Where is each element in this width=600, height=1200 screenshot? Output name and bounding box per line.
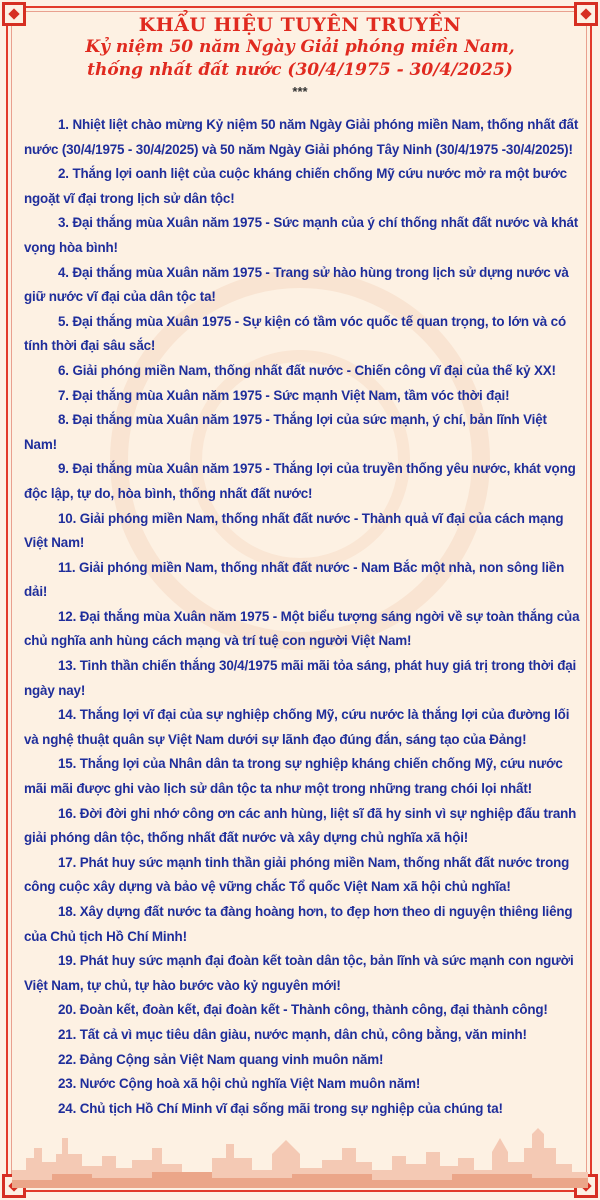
slogan-12: 12. Đại thắng mùa Xuân năm 1975 - Một biểu tượng sáng ngời về sự toàn thắng của chủ nghĩa anh hùng cách mạng và trí tuệ con người Việt Nam! [24, 608, 580, 649]
slogan-6: 6. Giải phóng miền Nam, thống nhất đất nước - Chiến công vĩ đại của thế kỷ XX! [58, 362, 556, 378]
slogan-11: 11. Giải phóng miền Nam, thống nhất đất nước - Nam Bắc một nhà, non sông liền dải! [24, 559, 565, 600]
poster-title: KHẨU HIỆU TUYÊN TRUYỀN [138, 14, 462, 36]
slogan-1: 1. Nhiệt liệt chào mừng Kỷ niệm 50 năm Ngày Giải phóng miền Nam, thống nhất đất nước (30/4/1975 - 30/4/2025) và 50 năm Ngày Giải phóng Tây Ninh (30/4/1975 -30/4/2025)! [24, 117, 579, 157]
slogan-13: 13. Tinh thần chiến thắng 30/4/1975 mãi mãi tỏa sáng, phát huy giá trị trong thời đại ngày nay! [24, 658, 577, 698]
slogan-9: 9. Đại thắng mùa Xuân năm 1975 - Thắng lợi của truyền thống yêu nước, khát vọng độc lập, tự do, hòa bình, thống nhất đất nước! [24, 461, 576, 501]
separator-stars: *** [292, 84, 308, 99]
slogan-16: 16. Đời đời ghi nhớ công ơn các anh hùng, liệt sĩ đã hy sinh vì sự nghiệp đấu tranh giải phóng dân tộc, thống nhất đất nước và xây dựng chủ nghĩa xã hội! [24, 805, 577, 846]
slogan-8: 8. Đại thắng mùa Xuân năm 1975 - Thắng lợi của sức mạnh, ý chí, bản lĩnh Việt Nam! [24, 412, 547, 452]
slogan-18: 18. Xây dựng đất nước ta đàng hoàng hơn, to đẹp hơn theo di nguyện thiêng liêng của Chủ tịch Hồ Chí Minh! [24, 904, 573, 944]
poster-header [0, 14, 600, 100]
slogan-19: 19. Phát huy sức mạnh đại đoàn kết toàn dân tộc, bản lĩnh và sức mạnh con người Việt Nam, tự chủ, tự hào bước vào kỷ nguyên mới! [24, 953, 574, 993]
slogan-23: 23. Nước Cộng hoà xã hội chủ nghĩa Việt Nam muôn năm! [58, 1076, 421, 1092]
poster-subtitle-line1: Kỷ niệm 50 năm Ngày Giải phóng miền Nam, [85, 37, 515, 57]
city-skyline-decoration [12, 1118, 588, 1188]
slogan-15: 15. Thắng lợi của Nhân dân ta trong sự nghiệp kháng chiến chống Mỹ, cứu nước mãi mãi được ghi vào lịch sử dân tộc ta như một trong những trang chói lọi nhất! [24, 756, 563, 797]
slogan-21: 21. Tất cả vì mục tiêu dân giàu, nước mạnh, dân chủ, công bằng, văn minh! [58, 1026, 527, 1042]
slogan-7: 7. Đại thắng mùa Xuân năm 1975 - Sức mạnh Việt Nam, tầm vóc thời đại! [58, 387, 510, 403]
slogan-2: 2. Thắng lợi oanh liệt của cuộc kháng chiến chống Mỹ cứu nước mở ra một bước ngoặt vĩ đại trong lịch sử dân tộc! [24, 166, 567, 206]
slogan-14: 14. Thắng lợi vĩ đại của sự nghiệp chống Mỹ, cứu nước là thắng lợi của đường lối và nghệ thuật quân sự Việt Nam dưới sự lãnh đạo đúng đắn, sáng tạo của Đảng! [24, 707, 570, 747]
slogan-17: 17. Phát huy sức mạnh tinh thần giải phóng miền Nam, thống nhất đất nước trong công cuộc xây dựng và bảo vệ vững chắc Tổ quốc Việt Nam xã hội chủ nghĩa! [24, 854, 570, 895]
slogan-5: 5. Đại thắng mùa Xuân 1975 - Sự kiện có tầm vóc quốc tế quan trọng, to lớn và có tính thời đại sâu sắc! [24, 313, 566, 354]
slogan-22: 22. Đảng Cộng sản Việt Nam quang vinh muôn năm! [58, 1051, 384, 1067]
slogan-24: 24. Chủ tịch Hồ Chí Minh vĩ đại sống mãi trong sự nghiệp của chúng ta! [58, 1100, 503, 1116]
poster-subtitle-line2: thống nhất đất nước (30/4/1975 - 30/4/2025) [87, 60, 513, 80]
slogan-3: 3. Đại thắng mùa Xuân năm 1975 - Sức mạnh của ý chí thống nhất đất nước và khát vọng hòa bình! [24, 215, 579, 255]
slogan-4: 4. Đại thắng mùa Xuân năm 1975 - Trang sử hào hùng trong lịch sử dựng nước và giữ nước vĩ đại của dân tộc ta! [24, 264, 569, 305]
slogan-list [24, 113, 580, 1121]
slogan-20: 20. Đoàn kết, đoàn kết, đại đoàn kết - Thành công, thành công, đại thành công! [58, 1002, 548, 1018]
slogan-10: 10. Giải phóng miền Nam, thống nhất đất nước - Thành quả vĩ đại của cách mạng Việt Nam! [24, 510, 564, 551]
